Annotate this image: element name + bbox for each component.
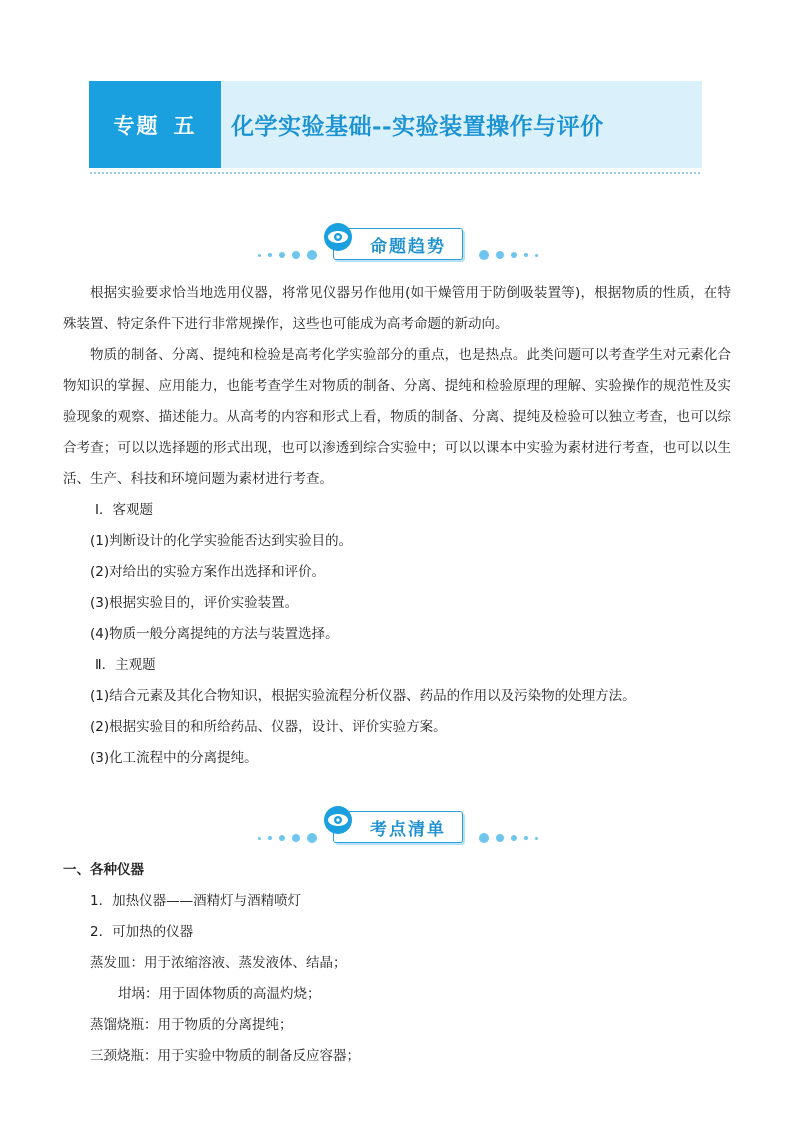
objective-item: (1)判断设计的化学实验能否达到实验目的。 — [90, 533, 353, 549]
topic-title: 化学实验基础--实验装置操作与评价 — [231, 113, 604, 140]
section-heading-instruments: 一、各种仪器 — [63, 862, 144, 878]
objective-item: (4)物质一般分离提纯的方法与装置选择。 — [90, 626, 339, 642]
subheading-heating: 1．加热仪器——酒精灯与酒精喷灯 — [90, 893, 302, 909]
eye-icon — [323, 805, 353, 835]
banner-divider — [89, 171, 702, 175]
instrument-item: 蒸发皿：用于浓缩溶液、蒸发液体、结晶； — [90, 955, 347, 971]
badge-dots-right — [472, 250, 538, 260]
badge-dots-right — [472, 833, 538, 843]
badge-dots-left — [258, 250, 324, 260]
section-title-trend: 命题趋势 — [333, 228, 463, 260]
subjective-item: (2)根据实验目的和所给药品、仪器，设计、评价实验方案。 — [90, 719, 447, 735]
objective-item: (2)对给出的实验方案作出选择和评价。 — [90, 564, 326, 580]
section-badge-checklist — [258, 805, 538, 851]
instrument-item: 三颈烧瓶：用于实验中物质的制备反应容器； — [90, 1048, 360, 1064]
subjective-item: (3)化工流程中的分离提纯。 — [90, 750, 258, 766]
topic-label-box — [89, 81, 221, 168]
paragraph-1: 根据实验要求恰当地选用仪器，将常见仪器另作他用(如干燥管用于防倒吸装置等)，根据物质的性质，在特殊装置、特定条件下进行非常规操作，这些也可能成为高考命题的新动向。 — [63, 285, 731, 332]
badge-dots-left — [258, 833, 324, 843]
topic-banner — [89, 81, 702, 168]
subjective-item: (1)结合元素及其化合物知识，根据实验流程分析仪器、药品的作用以及污染物的处理方法。 — [90, 688, 636, 704]
subjective-heading: Ⅱ．主观题 — [95, 657, 156, 673]
topic-label: 专题 — [113, 113, 160, 138]
paragraph-2: 物质的制备、分离、提纯和检验是高考化学实验部分的重点，也是热点。此类问题可以考查学生对元素化合物知识的掌握、应用能力，也能考查学生对物质的制备、分离、提纯和检验原理的理解、实验操作的规范性及实验现象的观察、描述能力。从高考的内容和形式上看，物质的制备、分离、提纯及检验可以独立考查，也可以综合考查；可以以选择题的形式出现，也可以渗透到综合实验中；可以以课本中实验为素材进行考查，也可以以生活、生产、科技和环境问题为素材进行考查。 — [63, 347, 731, 487]
eye-icon — [323, 222, 353, 252]
instrument-item: 蒸馏烧瓶：用于物质的分离提纯； — [90, 1017, 293, 1033]
section-title-checklist: 考点清单 — [333, 811, 463, 843]
section-badge-trend — [258, 222, 538, 268]
objective-heading: Ⅰ．客观题 — [95, 502, 153, 518]
instrument-item: 坩埚：用于固体物质的高温灼烧； — [118, 986, 321, 1002]
topic-number: 五 — [173, 113, 197, 138]
objective-item: (3)根据实验目的，评价实验装置。 — [90, 595, 299, 611]
subheading-heatable: 2．可加热的仪器 — [90, 924, 194, 940]
